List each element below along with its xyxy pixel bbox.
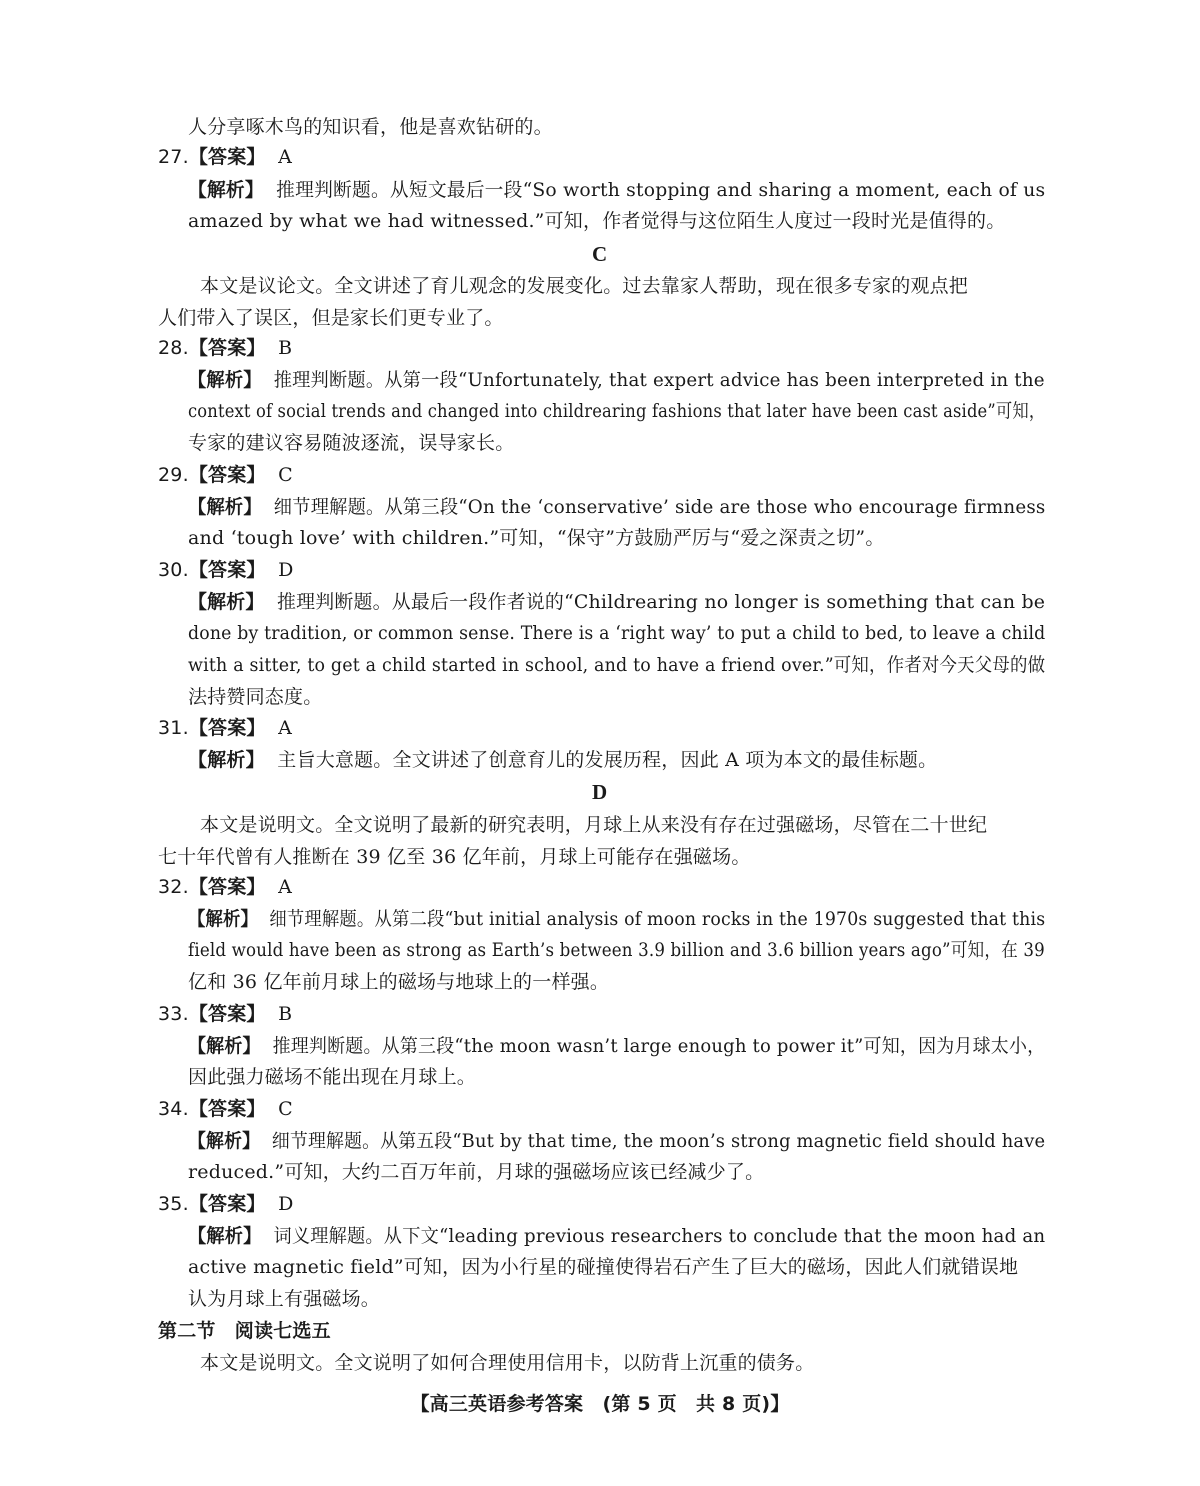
answer-31: 31.【答案】 A <box>158 717 293 739</box>
intro-part-2: 本文是说明文。全文说明了如何合理使用信用卡，以防背上沉重的债务。 <box>200 1352 815 1374</box>
explanation-33: 【解析】 推理判断题。从第三段“the moon wasn’t large enough to power it”可知，因为月球太小， <box>188 1035 1046 1057</box>
explanation-33-cont: 因此强力磁场不能出现在月球上。 <box>188 1066 477 1088</box>
explanation-30-cont: 法持赞同态度。 <box>188 686 323 708</box>
explanation-30-cont: with a sitter, to get a child started in school, and to have a friend over.”可知，作者对今天父母的做 <box>188 654 1046 676</box>
explanation-28-cont: context of social trends and changed into childrearing fashions that later have been cast aside”可知， <box>188 400 1046 422</box>
section-letter-d: D <box>592 780 608 804</box>
answer-33: 33.【答案】 B <box>158 1003 293 1025</box>
section-letter-c: C <box>592 242 608 266</box>
explanation-31: 【解析】 主旨大意题。全文讲述了创意育儿的发展历程，因此 A 项为本文的最佳标题。 <box>188 749 938 771</box>
explanation-32-cont: field would have been as strong as Earth’s between 3.9 billion and 3.6 billion years ago”可知，在 39 <box>188 939 1045 961</box>
answer-34: 34.【答案】 C <box>158 1098 293 1120</box>
explanation-35-cont: 认为月球上有强磁场。 <box>188 1288 381 1310</box>
text-line: 人分享啄木鸟的知识看，他是喜欢钻研的。 <box>188 116 553 138</box>
explanation-32-cont: 亿和 36 亿年前月球上的磁场与地球上的一样强。 <box>188 971 610 993</box>
section-title-part-2: 第二节 阅读七选五 <box>158 1320 331 1342</box>
explanation-27: 【解析】 推理判断题。从短文最后一段“So worth stopping and sharing a moment, each of us <box>188 179 1046 201</box>
intro-d: 本文是说明文。全文说明了最新的研究表明，月球上从来没有存在过强磁场，尽管在二十世纪 <box>200 814 988 836</box>
explanation-30-cont: done by tradition, or common sense. There is a ‘right way’ to put a child to bed, to leave a child <box>188 622 1046 644</box>
intro-d-cont: 七十年代曾有人推断在 39 亿至 36 亿年前，月球上可能存在强磁场。 <box>158 846 751 868</box>
explanation-27-cont: amazed by what we had witnessed.”可知，作者觉得与这位陌生人度过一段时光是值得的。 <box>188 210 1006 232</box>
explanation-29-cont: and ‘tough love’ with children.”可知，“保守”方鼓励严厉与“爱之深责之切”。 <box>188 527 885 549</box>
explanation-28: 【解析】 推理判断题。从第一段“Unfortunately, that expert advice has been interpreted in the <box>188 369 1045 391</box>
answer-28: 28.【答案】 B <box>158 337 293 359</box>
explanation-28-cont: 专家的建议容易随波逐流，误导家长。 <box>188 432 515 454</box>
intro-c-cont: 人们带入了误区，但是家长们更专业了。 <box>158 307 504 329</box>
answer-29: 29.【答案】 C <box>158 464 293 486</box>
explanation-35: 【解析】 词义理解题。从下文“leading previous researchers to conclude that the moon had an <box>188 1225 1046 1247</box>
page-footer: 【高三英语参考答案 (第 5 页 共 8 页)】 <box>410 1393 790 1415</box>
explanation-30: 【解析】 推理判断题。从最后一段作者说的“Childrearing no longer is something that can be <box>188 591 1046 613</box>
explanation-34: 【解析】 细节理解题。从第五段“But by that time, the moon’s strong magnetic field should have <box>188 1130 1046 1152</box>
answer-27: 27.【答案】 A <box>158 146 293 168</box>
explanation-29: 【解析】 细节理解题。从第三段“On the ‘conservative’ side are those who encourage firmness <box>188 496 1046 518</box>
explanation-35-cont: active magnetic field”可知，因为小行星的碰撞使得岩石产生了巨大的磁场，因此人们就错误地 <box>188 1256 1019 1278</box>
answer-35: 35.【答案】 D <box>158 1193 294 1215</box>
explanation-34-cont: reduced.”可知，大约二百万年前，月球的强磁场应该已经减少了。 <box>188 1161 765 1183</box>
answer-32: 32.【答案】 A <box>158 876 293 898</box>
explanation-32: 【解析】 细节理解题。从第二段“but initial analysis of moon rocks in the 1970s suggested that this <box>188 908 1046 930</box>
intro-c: 本文是议论文。全文讲述了育儿观念的发展变化。过去靠家人帮助，现在很多专家的观点把 <box>200 275 969 297</box>
answer-30: 30.【答案】 D <box>158 559 294 581</box>
